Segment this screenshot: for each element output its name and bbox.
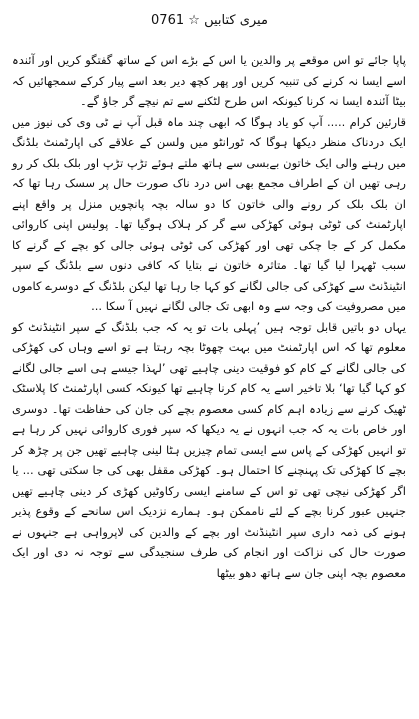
page-number: 0761 [151,13,185,28]
paragraph-2: قارئین کرام ..... آپ کو یاد ہوگا کہ ابھی چند ماہ قبل آپ نے ٹی وی کی نیوز میں ایک دردناک منظر دیکھا ہوگا کہ ٹورانٹو میں ولسن کے علاقے کی اپارٹمنٹ بلڈنگ میں رہنے والی ایک خاتون بےبسی سے ہاتھ ملتے ہوئے تڑپ تڑپ اور بلک بلک کر رو رہی تھیں ان کے اطراف مجمع بھی اس درد ناک صورت حال پر سسک رہا تھا کہ ان بلک بلک کر رونے والی خاتون کا دو سالہ بچہ پانچویں منزل پر واقع اپنے اپارٹمنٹ کی ٹوٹی ہوئی کھڑکی سے گر کر ہلاک ہوگیا تھا۔ پولیس اپنی کاروائی مکمل کر کے جا چکی تھی اور کھڑکی کی ٹوٹی ہوئی جالی کو بچے کے گرنے کا سبب ٹھہرا لیا گیا تھا۔ متاثرہ خاتون نے بتایا کہ کافی دنوں سے بلڈنگ کے سپر انٹینڈنٹ سے کھڑکی کی جالی لگانے کو کہا جا رہا تھا لیکن بلڈنگ کے دوسرے کاموں میں مصروفیت کی وجہ سے وہ ابھی تک جالی لگانے نہیں آ سکا ... [12,114,406,313]
document-body [12,50,406,583]
book-title: میری کتابیں [204,13,268,28]
page-header [0,10,419,32]
paragraph-3: یہاں دو باتیں قابل توجہ ہیں ’پہلی بات تو یہ کہ جب بلڈنگ کے سپر انٹینڈنٹ کو معلوم تھا کہ اس اپارٹمنٹ میں بہت چھوٹا بچہ رہتا ہے تو اسے وہاں کی کھڑکی کی جالی لگانے کے کام کو فوقیت دینی چاہیے تھی ’لہذا جیسے ہی اسے جالی لگانے کو کہا گیا تھا‘ بلا تاخیر اسے یہ کام کرنا چاہیے تھا کیونکہ کسی اپارٹمنٹ کا پلاسٹک ٹھیک کرنے سے زیادہ اہم کام کسی معصوم بچے کی جان کی حفاظت تھا۔ دوسری اور خاص بات یہ کہ جب انہوں نے یہ دیکھا کہ سپر فوری کاروائی نہیں کر رہا ہے تو انہیں کھڑکی کے پاس سے ایسی تمام چیزیں ہٹا لینی چاہیے تھیں جن پر چڑھ کر بچے کا کھڑکی تک پہنچنے کا احتمال ہو۔ کھڑکی مقفل بھی کی جا سکتی تھی ... یا اگر کھڑکی نیچی تھی تو اس کے سامنے ایسی رکاوٹیں کھڑی کر دینی چاہیے تھیں جنہیں عبور کرنا بچے کے لئے ناممکن ہو۔ ہمارے نزدیک اس سانحے کے وقوع پذیر ہونے کی ذمہ داری سپر انٹینڈنٹ اور بچے کے والدین کی لاپرواہی ہے جنہوں نے صورت حال کی نزاکت اور انجام کی طرف سنجیدگی سے توجہ نہ دی اور ایک معصوم بچہ اپنی جان سے ہاتھ دھو بیٹھا [12,319,406,580]
paragraph-1: پاپا جائے تو اس موقعے پر والدین یا اس کے بڑے اس کے ساتھ گفتگو کریں اور آئندہ اسے ایسا نہ کرنے کی تنبیہ کریں اور پھر کچھ دیر بعد اسے پیار کرکے سمجھائیں کہ بیٹا آئندہ ایسا نہ کرنا کیونکہ اس طرح لٹکنے سے تم نیچے گر جاؤ گے۔ [12,53,406,108]
star-icon: ☆ [188,13,200,28]
